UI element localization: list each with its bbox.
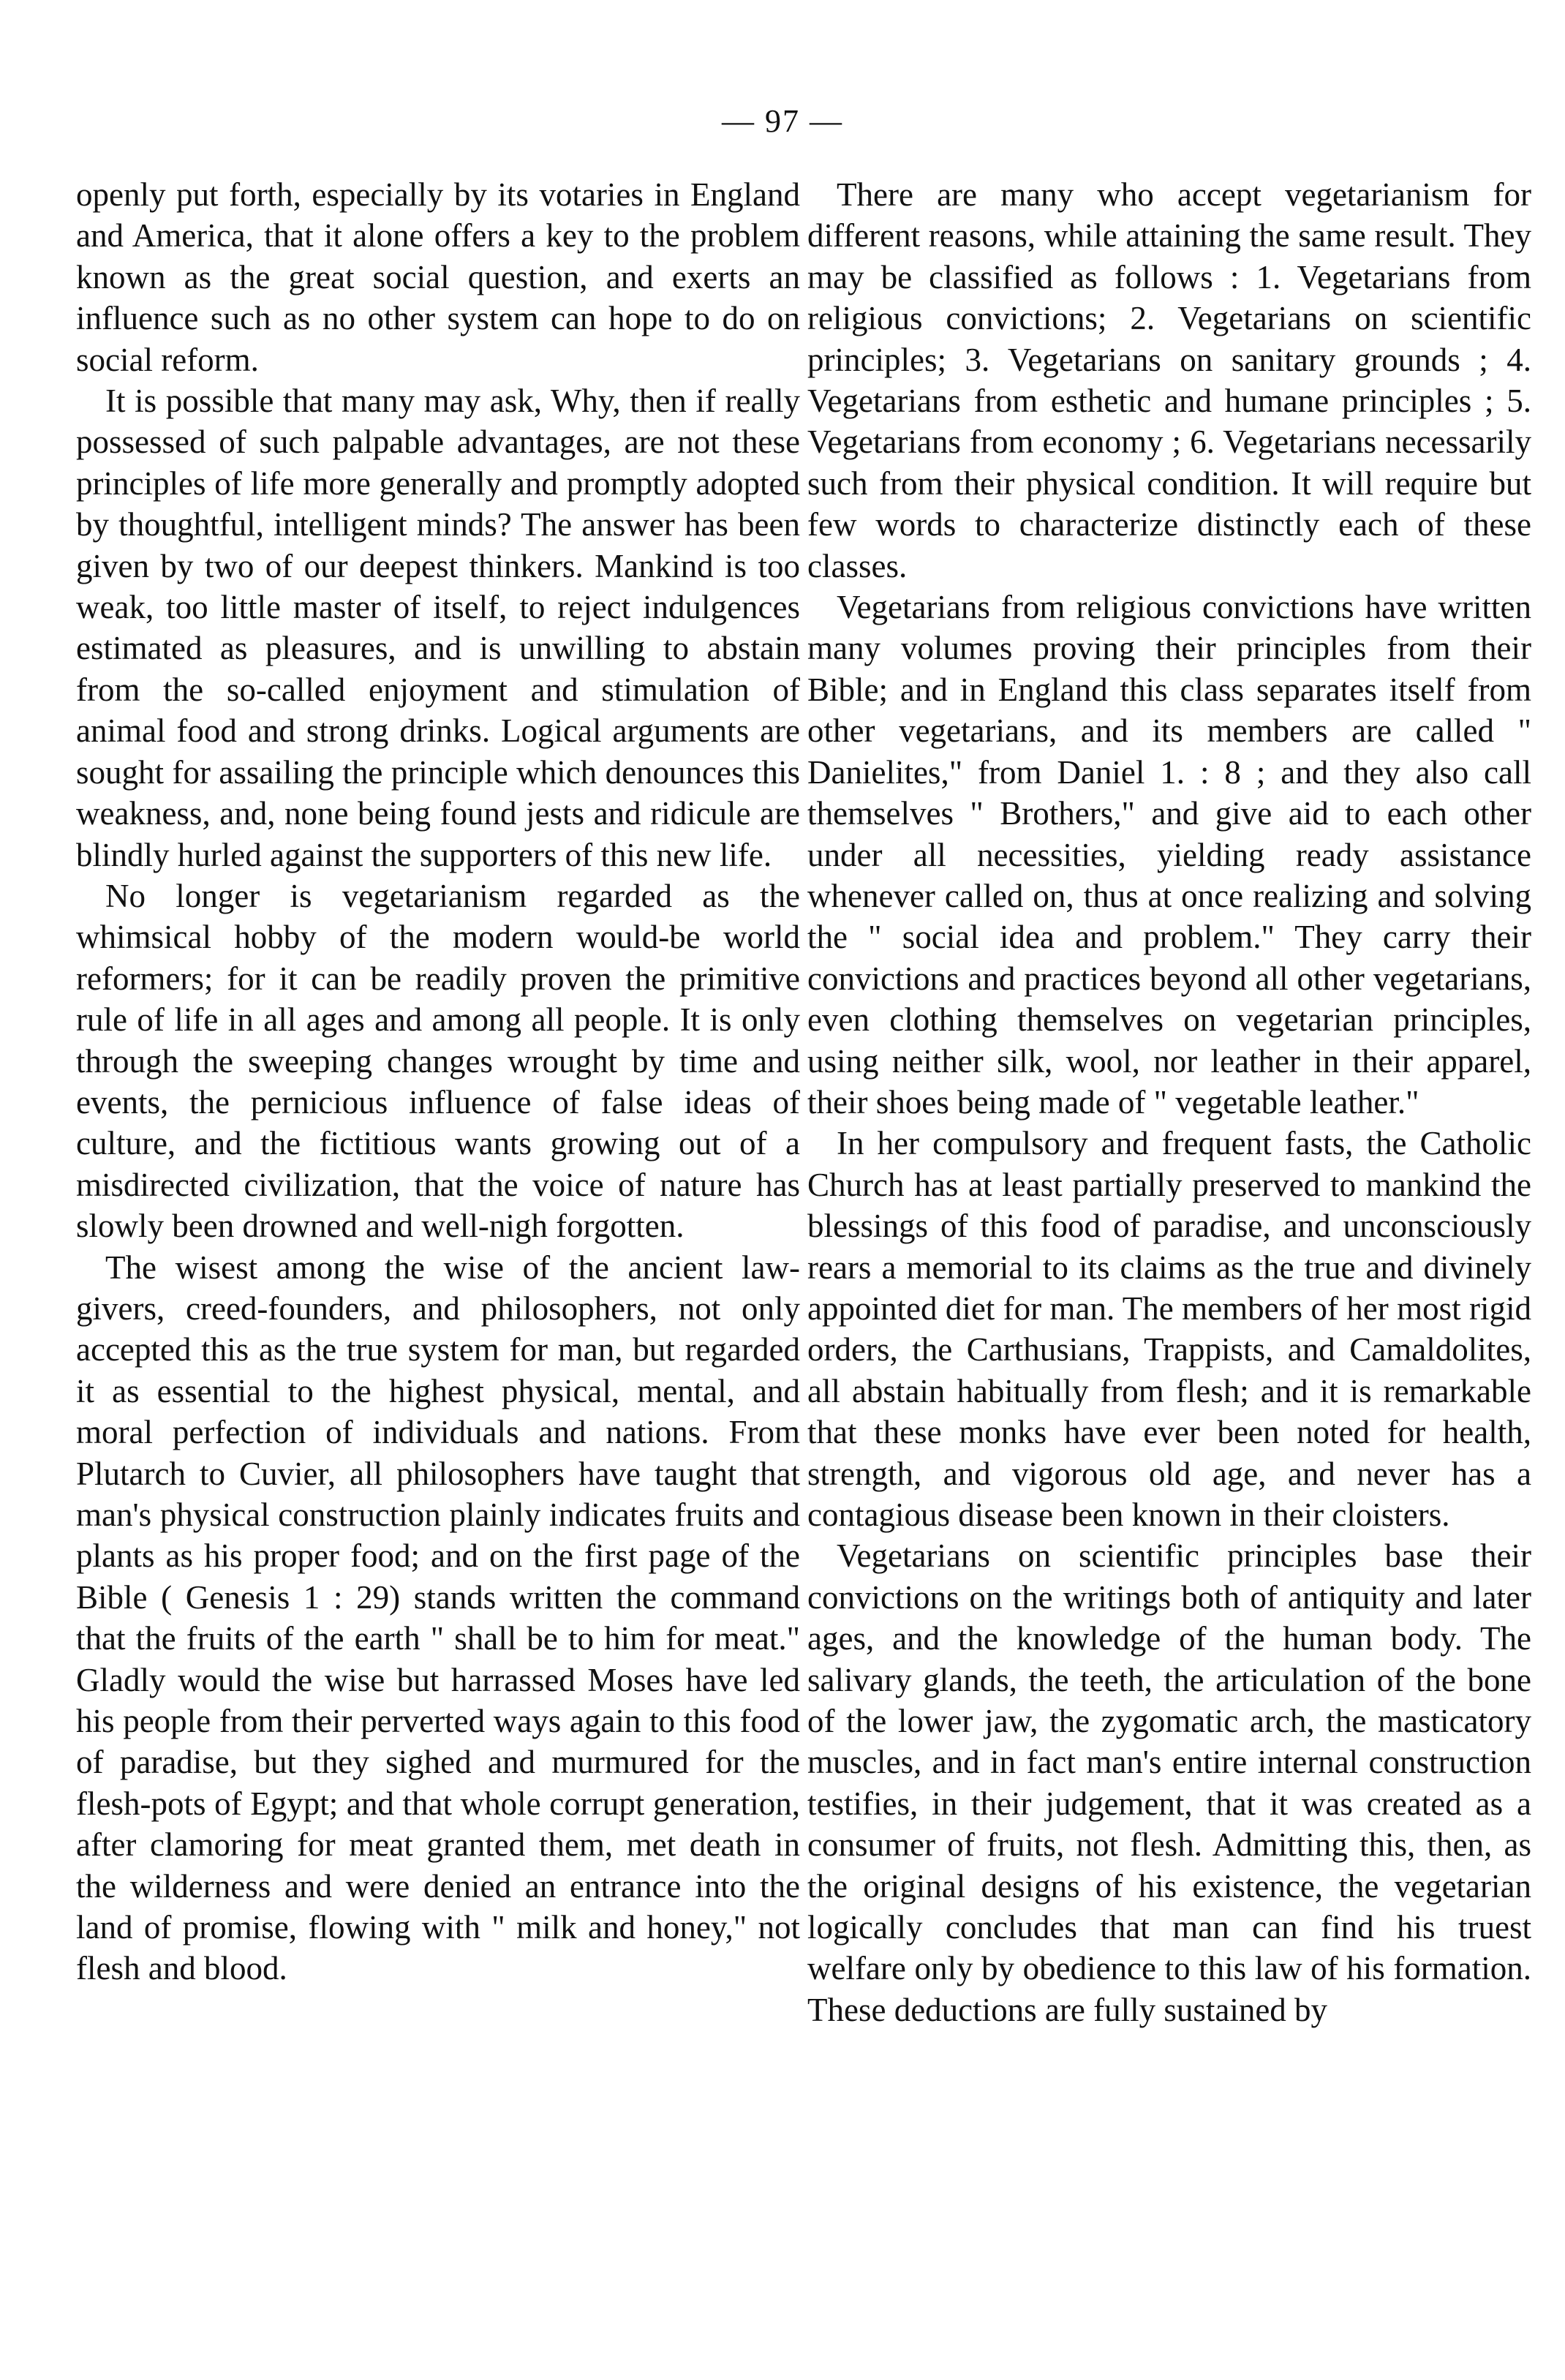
paragraph: In her compulsory and frequent fasts, the Catholic Church has at least partially preserved to mankind the blessings of this food of paradise, and unconsciously rears a memorial to its claims as the true and divinely appointed diet for man. The members of her most rigid orders, the Carthusians, Trappists, and Camaldolites, all abstain habitually from flesh; and it is remarkable that these monks have ever been noted for health, strength, and vigorous old age, and never has a contagious disease been known in their cloisters.	[807, 1125, 1531, 1533]
paragraph: The wisest among the wise of the ancient law-givers, creed-founders, and philosophers, not only accepted this as the true system for man, but regarded it as essential to the highest physical, mental, and moral perfection of individuals and nations. From Plutarch to Cuvier, all philosophers have taught that man's physical construction plainly indicates fruits and plants as his proper food; and on the first page of the Bible ( Genesis 1 : 29) stands written the command that the fruits of the earth " shall be to him for meat." Gladly would the wise but harrassed Moses have led his people from their perverted ways again to this food of paradise, but they sighed and murmured for the flesh-pots of Egypt; and that whole corrupt generation, after clamoring for meat granted them, met death in the wilderness and were denied an entrance into the land of promise, flowing with " milk and honey," not flesh and blood.	[76, 1249, 800, 1987]
right-column	[807, 174, 1531, 2030]
paragraph: No longer is vegetarianism regarded as the whimsical hobby of the modern would-be world reformers; for it can be readily proven the primitive rule of life in all ages and among all people. It is only through the sweeping changes wrought by time and events, the pernicious influence of false ideas of culture, and the fictitious wants growing out of a misdirected civilization, that the voice of nature has slowly been drowned and well-nigh forgotten.	[76, 877, 800, 1245]
paragraph: There are many who accept vegetarianism for different reasons, while attaining the same result. They may be classified as follows : 1. Vegetarians from religious convictions; 2. Vegetarians on scientific principles; 3. Vegetarians on sanitary grounds ; 4. Vegetarians from esthetic and humane principles ; 5. Vegetarians from economy ; 6. Vegetarians necessarily such from their physical condition. It will require but few words to characterize distinctly each of these classes.	[807, 176, 1531, 584]
paragraph: Vegetarians on scientific principles base their convictions on the writings both of antiquity and later ages, and the knowledge of the human body. The salivary glands, the teeth, the articulation of the bone of the lower jaw, the zygomatic arch, the masticatory muscles, and in fact man's entire internal construction testifies, in their judgement, that it was created as a consumer of fruits, not flesh. Admitting this, then, as the original designs of his existence, the vegetarian logically concludes that man can find his truest welfare only by obedience to this law of his formation. These deductions are fully sustained by	[807, 1537, 1531, 2028]
paragraph: openly put forth, especially by its votaries in England and America, that it alone offers a key to the problem known as the great social question, and exerts an influence such as no other system can hope to do on social reform.	[76, 176, 800, 378]
paragraph: Vegetarians from religious convictions have written many volumes proving their principles from their Bible; and in England this class separates itself from other vegetarians, and its members are called " Danielites," from Daniel 1. : 8 ; and they also call themselves " Brothers," and give aid to each other under all necessities, yielding ready assistance whenever called on, thus at once realizing and solving the " social idea and problem." They carry their convictions and practices beyond all other vegetarians, even clothing themselves on vegetarian principles, using neither silk, wool, nor leather in their apparel, their shoes being made of " vegetable leather."	[807, 589, 1531, 1121]
paragraph: It is possible that many may ask, Why, then if really possessed of such palpable advantages, are not these principles of life more generally and promptly adopted by thoughtful, intelligent minds? The answer has been given by two of our deepest thinkers. Mankind is too weak, too little master of itself, to reject indulgences estimated as pleasures, and is unwilling to abstain from the so-called enjoyment and stimulation of animal food and strong drinks. Logical arguments are sought for assailing the principle which denounces this weakness, and, none being found jests and ridicule are blindly hurled against the supporters of this new life.	[76, 383, 800, 873]
page-number: — 97 —	[722, 103, 843, 139]
left-column	[76, 174, 800, 1989]
